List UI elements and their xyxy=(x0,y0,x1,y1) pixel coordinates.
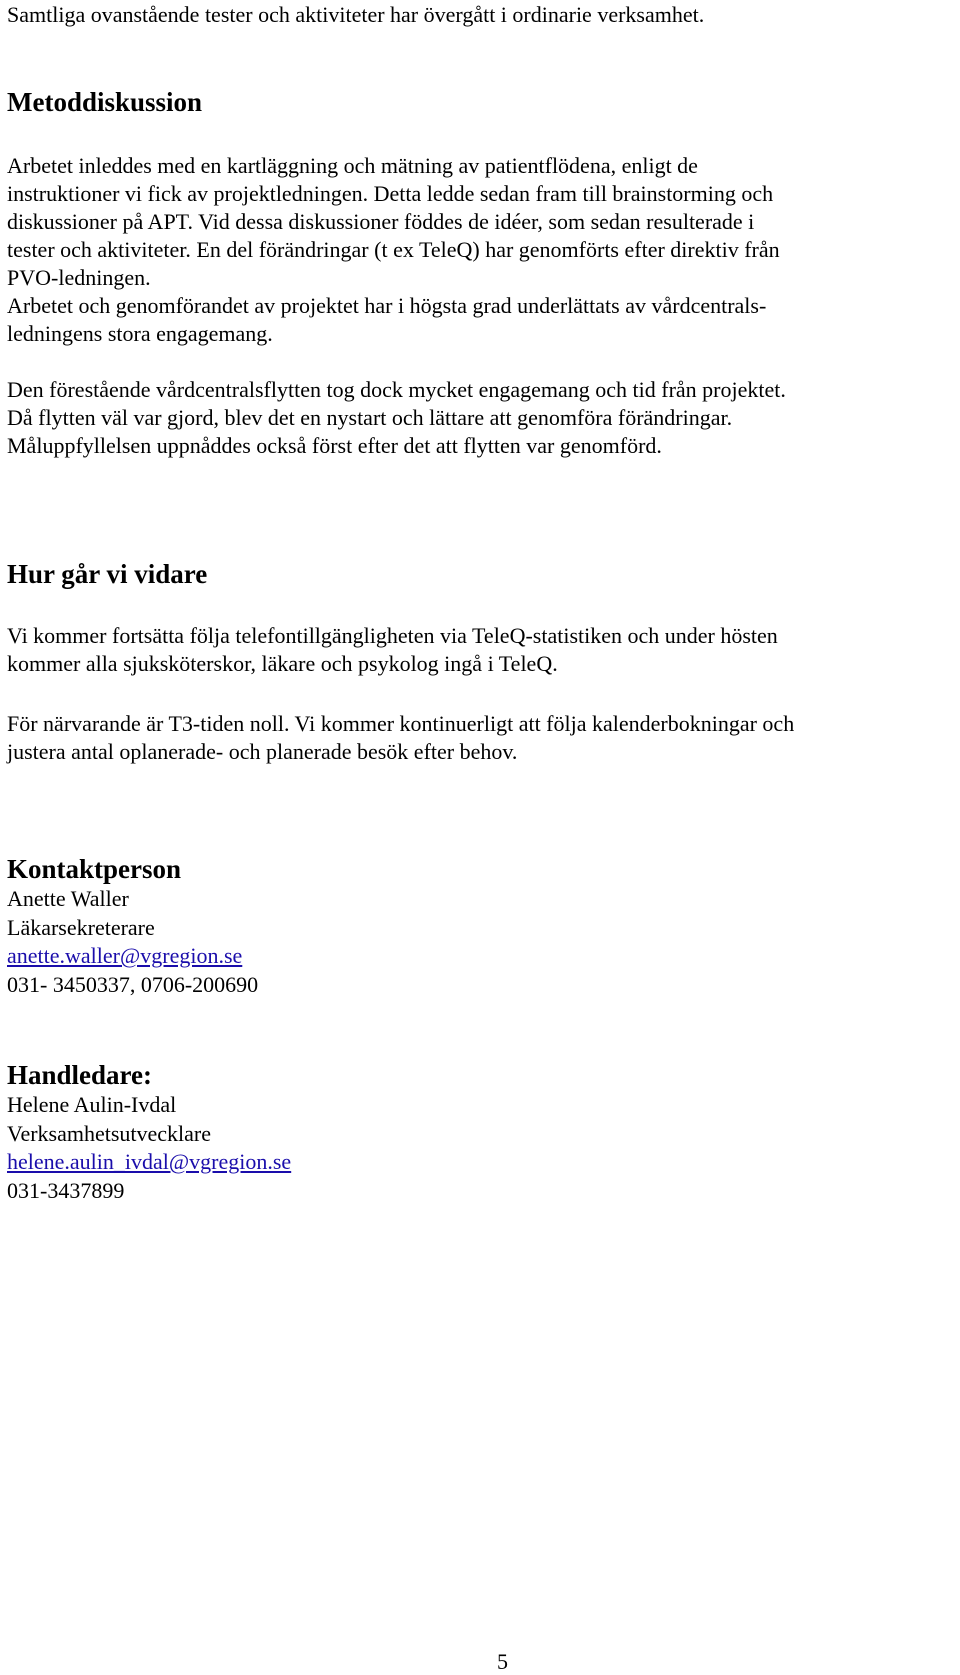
heading-handledare: Handledare: xyxy=(7,1060,153,1090)
metod-para2-line: Då flytten väl var gjord, blev det en nystart och lättare att genomföra förändringar. xyxy=(7,405,733,430)
metod-para1-line: instruktioner vi fick av projektledningen. Detta ledde sedan fram till brainstorming och xyxy=(7,181,774,206)
contact-phone: 031- 3450337, 0706-200690 xyxy=(7,972,259,997)
metod-para2-line: Den förestående vårdcentralsflytten tog dock mycket engagemang och tid från projektet. xyxy=(7,377,786,402)
supervisor-email-link[interactable]: helene.aulin_ivdal@vgregion.se xyxy=(7,1149,292,1174)
contact-title: Läkarsekreterare xyxy=(7,915,155,940)
metod-para1-line: diskussioner på APT. Vid dessa diskussioner föddes de idéer, som sedan resulterade i xyxy=(7,209,755,234)
metod-para1-line: Arbetet och genomförandet av projektet har i högsta grad underlättats av vårdcentrals- xyxy=(7,293,767,318)
supervisor-name: Helene Aulin-Ivdal xyxy=(7,1092,177,1117)
contact-name: Anette Waller xyxy=(7,886,129,911)
vidare-para2-line: justera antal oplanerade- och planerade besök efter behov. xyxy=(7,739,518,764)
metod-para2-line: Måluppfyllelsen uppnåddes också först efter det att flytten var genomförd. xyxy=(7,433,662,458)
metod-para1-line: Arbetet inleddes med en kartläggning och mätning av patientflödena, enligt de xyxy=(7,153,698,178)
metod-para1-line: tester och aktiviteter. En del förändringar (t ex TeleQ) har genomförts efter direktiv från xyxy=(7,237,780,262)
vidare-para1-line: kommer alla sjuksköterskor, läkare och psykolog ingå i TeleQ. xyxy=(7,651,558,676)
supervisor-title: Verksamhetsutvecklare xyxy=(7,1121,212,1146)
page-number: 5 xyxy=(497,1649,508,1674)
vidare-para2-line: För närvarande är T3-tiden noll. Vi kommer kontinuerligt att följa kalenderbokningar och xyxy=(7,711,795,736)
heading-metoddiskussion: Metoddiskussion xyxy=(7,87,203,117)
vidare-para1-line: Vi kommer fortsätta följa telefontillgängligheten via TeleQ-statistiken och under hösten xyxy=(7,623,778,648)
contact-email-link[interactable]: anette.waller@vgregion.se xyxy=(7,943,243,968)
heading-kontaktperson: Kontaktperson xyxy=(7,854,182,884)
supervisor-phone: 031-3437899 xyxy=(7,1178,125,1203)
intro-line: Samtliga ovanstående tester och aktiviteter har övergått i ordinarie verksamhet. xyxy=(7,2,705,27)
heading-hur-gar-vi-vidare: Hur går vi vidare xyxy=(7,559,208,589)
metod-para1-line: PVO-ledningen. xyxy=(7,265,151,290)
metod-para1-line: ledningens stora engagemang. xyxy=(7,321,273,346)
